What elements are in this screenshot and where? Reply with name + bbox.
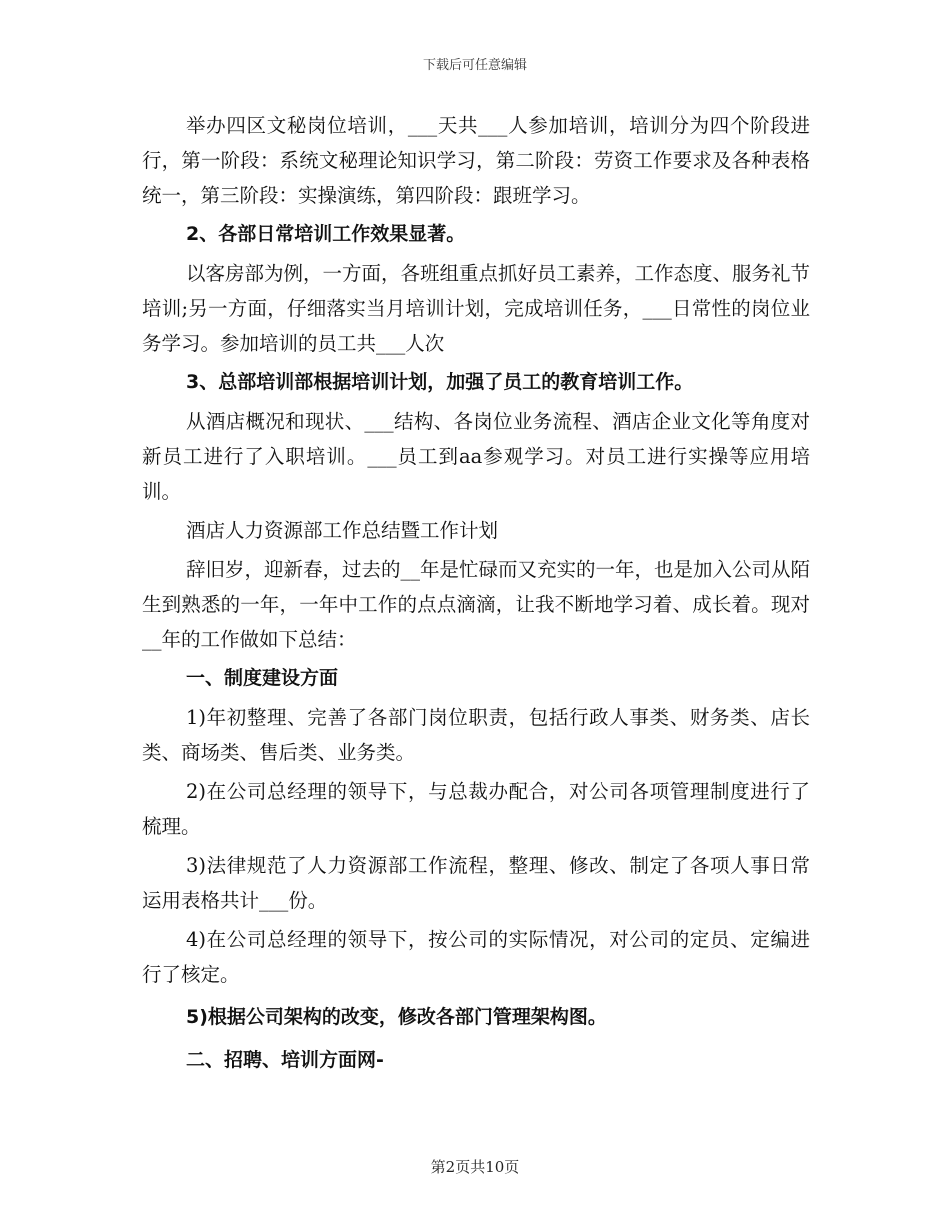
- list-item-1: 1)年初整理、完善了各部门岗位职责，包括行政人事类、财务类、店长类、商场类、售后类、业务类。: [142, 706, 810, 764]
- document-body: [142, 108, 810, 1078]
- list-item-5: 5)根据公司架构的改变，修改各部门管理架构图。: [186, 1006, 607, 1028]
- heading-training-department: 3、总部培训部根据培训计划，加强了员工的教育培训工作。: [186, 371, 694, 393]
- heading-recruitment: 二、招聘、培训方面网-: [186, 1049, 384, 1071]
- heading-system-building: 一、制度建设方面: [186, 667, 339, 689]
- list-item-3: 3)法律规范了人力资源部工作流程，整理、修改、制定了各项人事日常运用表格共计___份。: [142, 854, 810, 912]
- document-subtitle: 酒店人力资源部工作总结暨工作计划: [186, 519, 499, 542]
- paragraph-new-staff: 从酒店概况和现状、___结构、各岗位业务流程、酒店企业文化等角度对新员工进行了入职培训。___员工到aa参观学习。对员工进行实操等应用培训。: [142, 410, 810, 503]
- page-footer: 第2页共10页: [430, 1158, 520, 1176]
- list-item-2: 2)在公司总经理的领导下，与总裁办配合，对公司各项管理制度进行了梳理。: [142, 780, 810, 838]
- heading-daily-training: 2、各部日常培训工作效果显著。: [186, 223, 466, 245]
- page-header: 下载后可任意编辑: [422, 58, 527, 73]
- list-item-4: 4)在公司总经理的领导下，按公司的实际情况，对公司的定员、定编进行了核定。: [142, 928, 810, 986]
- paragraph-training-secretary: 举办四区文秘岗位培训，___天共___人参加培训，培训分为四个阶段进行，第一阶段：系统文秘理论知识学习，第二阶段：劳资工作要求及各种表格统一，第三阶段：实操演练，第四阶段：跟班学习。: [142, 114, 810, 207]
- paragraph-housekeeping: 以客房部为例，一方面，各班组重点抓好员工素养，工作态度、服务礼节培训;另一方面，仔细落实当月培训计划，完成培训任务，___日常性的岗位业务学习。参加培训的员工共___人次: [142, 262, 811, 355]
- paragraph-intro: 辞旧岁，迎新春，过去的__年是忙碌而又充实的一年，也是加入公司从陌生到熟悉的一年，一年中工作的点点滴滴，让我不断地学习着、成长着。现对__年的工作做如下总结：: [142, 558, 811, 651]
